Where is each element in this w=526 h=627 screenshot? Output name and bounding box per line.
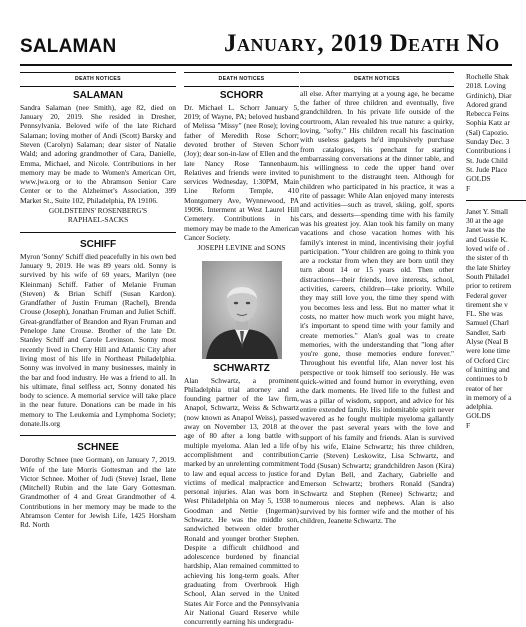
funeral-home-salaman: GOLDSTEINS' ROSENBERG'S RAPHAEL-SACKS xyxy=(48,206,148,225)
section-label: DEATH NOTICES xyxy=(20,73,176,87)
obituary-continuation-schwartz: all else. After marrying at a young age, he became the father of three children and eventually, five grandchildren. In his private life outside of the courtroom, Alan revealed his true nature: a quirky, loving, "softy." His children recall his fascination with useless gadgets he'd impulsively purchase from catalogues, his penchant for starting embarrassing conversations at the dinner table, and his willingness to cede the upper hand over punishment to the distraught teen. Although for children who participated in his practice, it was a rite of passage: While Alan enjoyed many interests and activities—such as travel, skiing, golf, sports cars, and desserts—spending time with his family was his greatest joy. Alan took his family on many vacations and chose vacation homes with his family's interest in mind, incentivising their joyful participation. "Your children are going to think you are a rockstar from when they are born until they turn about 14 or 15 years old. Then other distractions—their friends, love interests, school, activities, careers, children—take priority. While they may still love you, the time they spend with you becomes less and less. But no matter what it costs, no matter how much work you might have, it's important to spend time with your family and create memories." Alan's goal was to create memories, with the understanding that "long after you're gone, those memories endure forever." Throughout his eventful life, Alan never lost his perspective or took himself too seriously. He was quick-witted and found humor in everything, even the dark moments. He lived life to the fullest and was a pillar of wisdom, support, and advice for his entire extended family. His indomitable spirit never wavered as he fought multiple myeloma gallantly over the past several years with the love and support of his family and friends. Alan is survived by his wife, Elaine Schwartz; his three children, Carrie (Steven) Leskowitz, Lisa Schwartz, and Todd (Susan) Schwartz; grandchildren Jason (Kira) and Dylan Bell, and Zachary, Gabrielle and Emerson Schwartz; brothers Ronald (Sandra) Schwartz and Stephen (Renee) Schwartz; and numerous nieces and nephews. Alan is also survived by his former wife and the mother of his children, Jeanette Schwartz. The xyxy=(300,88,454,526)
obituary-divider xyxy=(20,435,176,436)
obituary-title-schwartz: SCHWARTZ xyxy=(213,362,270,374)
obituary-title-schorr: SCHORR xyxy=(219,89,264,101)
column-3 xyxy=(300,72,454,526)
obituary-divider xyxy=(20,232,176,233)
section-label: DEATH NOTICES xyxy=(300,73,454,87)
page-masthead: January, 2019 Death No xyxy=(224,30,500,57)
obituary-fragment-top: Rochelle Shak 2018. Loving Grdinich), Diar Adored grand Rebecca Feins Sophia Katz ar (Sal) Capozio. Sunday Dec. 3 Contributions i St. Jude Child St. Jude Place GOLDS F xyxy=(466,72,512,193)
portrait-photo-illustration xyxy=(202,261,282,359)
obituary-body-schiff: Myron 'Sonny' Schiff died peacefully in his own bed January 9, 2019. He was 89 years old. Sonny is survived by his wife of 69 years, Marilyn (nee Kleinman) Schiff. Father of Melanie Fruman (Steven) & Brian Schiff (Susan Kardon). Grandfather of Justin Fruman (Rachel), Brenda Crouse (Joseph), Jonathan Fruman and Juliet Schiff. Great-grandfather of Brandon and Ryan Fruman and Penelope Jane Crouse. Brother of the late Dr. Stanley Schiff and Carole Levinson. Sonny most recently lived in Cherry Hill and Atlantic City after living most of his life in Northeast Philadelphia. Sonny was involved in many businesses, mainly in the bar and food industry. He was a friend to all. In his ultimate, final selfless act, Sonny donated his body to science. A memorial service will take place in the near future. Donations can be made in his memory to The Leukemia and Lymphoma Society; donate.lls.org xyxy=(20,251,176,428)
obituary-body-schnee: Dorothy Schnee (nee Gorman), on January 7, 2019. Wife of the late Morris Gottesman and the late Victor Schnee. Mother of Judi (Steve) Israel, Ilene (Mitchell) Rubin and the late Gary Gottesman. Grandmother of 4 and Great Grandmother of 4. Contributions in her memory may be made to the Abramson Center for Jewish Life, 1425 Horsham Rd. North xyxy=(20,455,176,530)
funeral-home-schorr: JOSEPH LEVINE and SONS xyxy=(197,243,286,253)
obituary-title-schnee: SCHNEE xyxy=(77,442,119,454)
column-4-cropped xyxy=(466,72,526,512)
obituary-body-schwartz: Alan Schwartz, a prominent Philadelphia trial attorney and a founding partner of the law firm, Anapol, Schwartz, Weiss & Schwartz (now known as Anapol Weiss), passed away on November 13, 2018 at the age of 80 after a long battle with multiple myeloma. Alan led a life of accomplishment and contribution marked by an unrelenting commitment to law and equal access to justice for victims of medical malpractice and personal injuries. Alan was born in West Philadelphia on May 5, 1938 to Goodman and Nettie (Ingerman) Schwartz. He was the middle son, sandwiched between older brother Ronald and younger brother Stephen. Despite a difficult childhood and adolescence burdened by financial hardship, Alan remained committed to achieving his long-term goals. After graduating from Overbrook High School, Alan served in the United States Air Force and the Pennsylvania Air National Guard Reserve while concurrently earning his undergradu- xyxy=(184,375,299,627)
column-2 xyxy=(184,72,299,627)
obituary-divider xyxy=(466,200,526,201)
obituary-title-salaman: SALAMAN xyxy=(73,89,123,101)
obituary-fragment-bottom: Janet Y. Small 30 at the age Janet was the and Gussie K. loved wife of . the sister of th the late Shirley South Philadel prior to retirem Federal gover tirement she v FL. She was Samuel (Charl Sandler, Sarb Alyse (Neal B were lone time of Ocford Circ of knitting and continues to b reator of her in memory of a adelphia. GOLDS F xyxy=(466,206,512,430)
header-rule xyxy=(20,64,512,66)
obituary-title-schiff: SCHIFF xyxy=(79,238,117,250)
obituary-body-schorr: Dr. Michael L. Schorr January 5, 2019; of Wayne, PA; beloved husband of Melissa "Missy" (nee Rose); loving father of Meredith Rose Schorr; devoted brother of Steven Schorr (Joy); dear son-in-law of Ellen and the late Nancy Rose Tannenbaum. Relatives and friends were invited to services Wednesday, 1:30PM, Main Line Reform Temple, 410 Montgomery Ave, Wynnewood, PA 19096. Interment at West Laurel Hill Cemetery. Contributions in his memory may be made to the American Cancer Society. xyxy=(184,102,299,242)
portrait-photo xyxy=(202,261,282,359)
running-head-surname: SALAMAN xyxy=(20,36,117,57)
obituary-body-salaman: Sandra Salaman (nee Smith), age 82, died on January 20, 2019. She resided in Dresher, Pennsylvania. Beloved wife of the late Richard Salaman; loving mother of Andi (Scott) Barsky and Steven (Carolyn) Salaman; dear sister of Natalie Wald; and adoring grandmother of Cara, Danielle, Emma, Michael, and Nicole. Contributions in her memory may be made to Women's American Ort, www.jwa.org or to the Abramson Senior Care Center or to the Alzheimer's Association, 399 Market St., Suite 102, Philadelphia, PA 19106. xyxy=(20,102,176,205)
section-label: DEATH NOTICES xyxy=(184,73,299,87)
column-1 xyxy=(20,72,176,530)
